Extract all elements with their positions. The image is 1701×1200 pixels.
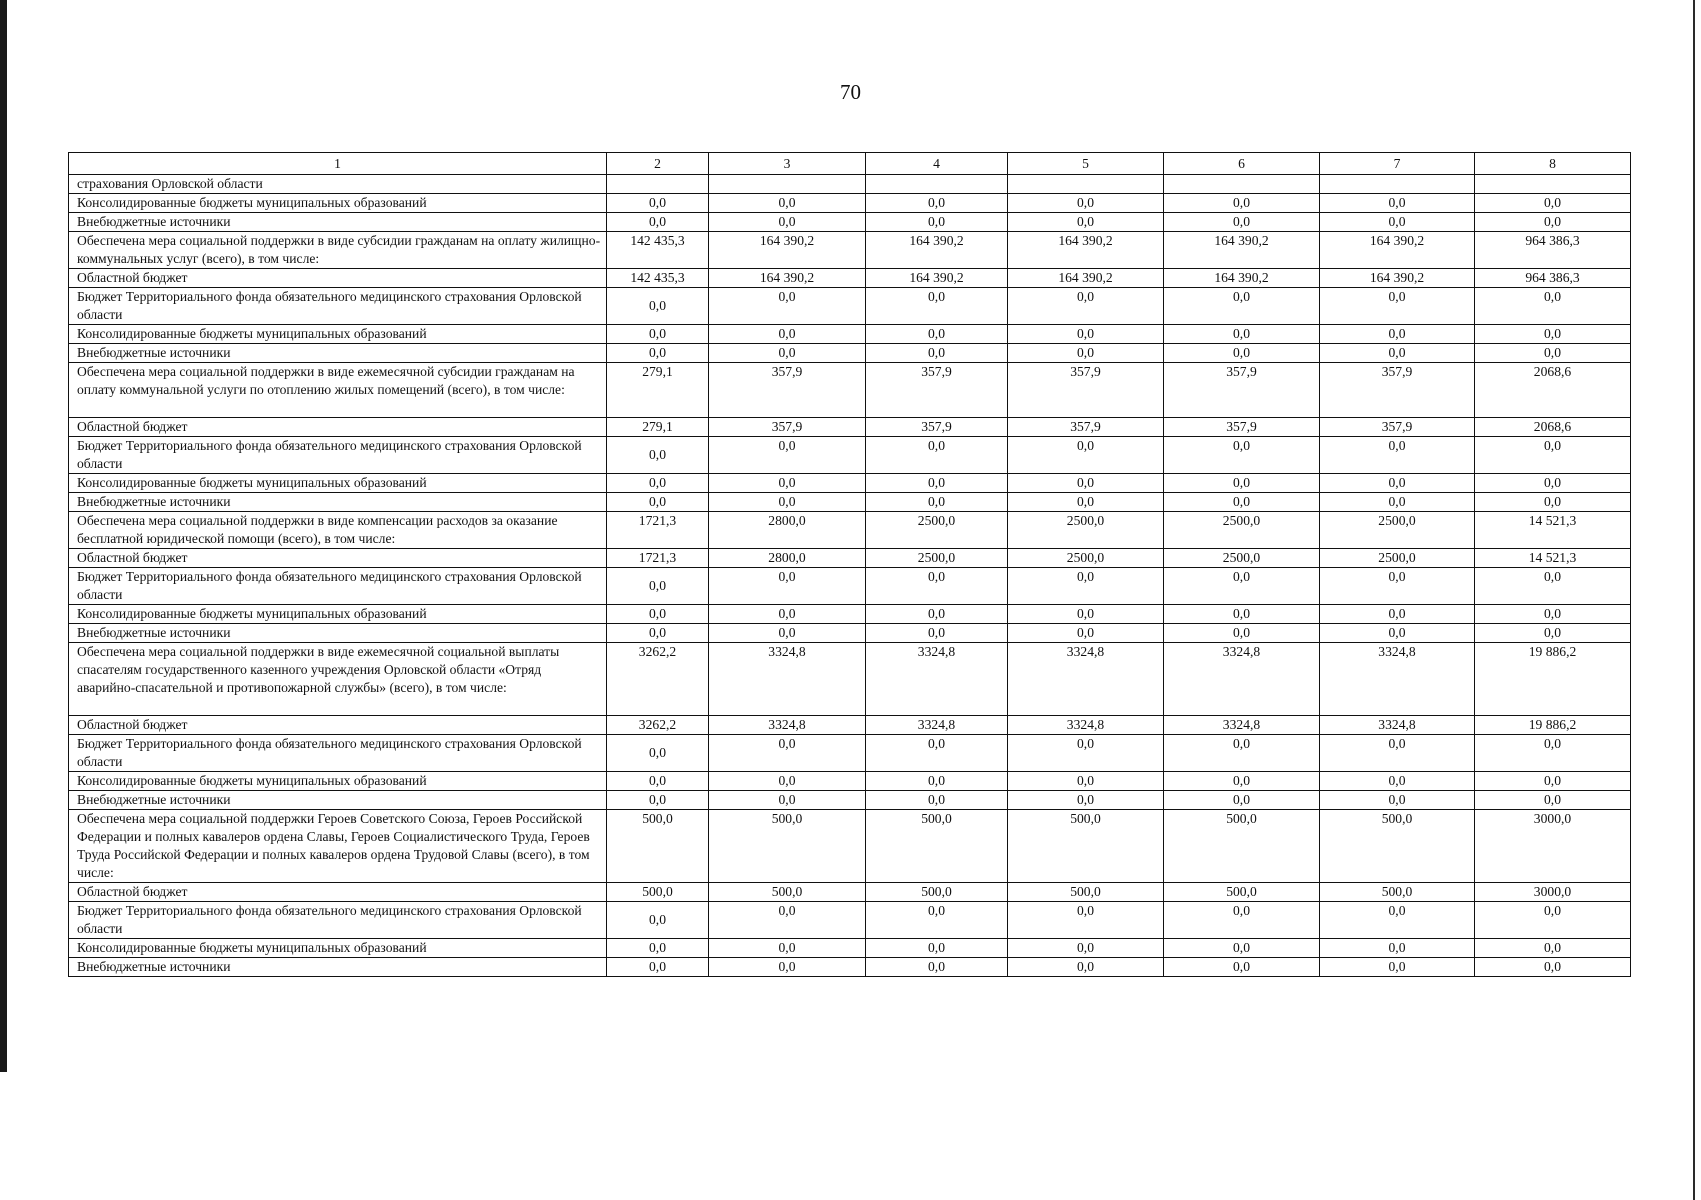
table-body <box>69 175 1631 977</box>
table-row <box>69 474 1631 493</box>
value-cell: 0,0 <box>607 958 709 977</box>
value-cell: 0,0 <box>1008 474 1164 493</box>
value-cell: 0,0 <box>1164 791 1320 810</box>
row-label: Консолидированные бюджеты муниципальных образований <box>69 772 607 791</box>
value-cell: 0,0 <box>1008 735 1164 772</box>
column-number: 4 <box>866 153 1008 175</box>
column-number: 3 <box>709 153 866 175</box>
table-row <box>69 512 1631 549</box>
value-cell: 0,0 <box>1320 213 1475 232</box>
value-cell: 0,0 <box>607 939 709 958</box>
value-cell: 0,0 <box>1475 735 1631 772</box>
value-cell: 0,0 <box>1164 772 1320 791</box>
table-row <box>69 418 1631 437</box>
table-row <box>69 493 1631 512</box>
value-cell: 164 390,2 <box>1008 232 1164 269</box>
value-cell: 500,0 <box>607 810 709 883</box>
table-row <box>69 605 1631 624</box>
value-cell: 0,0 <box>1320 568 1475 605</box>
value-cell: 500,0 <box>709 883 866 902</box>
value-cell: 0,0 <box>1320 325 1475 344</box>
row-label: Консолидированные бюджеты муниципальных образований <box>69 605 607 624</box>
row-label: Областной бюджет <box>69 716 607 735</box>
value-cell: 0,0 <box>709 437 866 474</box>
value-cell: 14 521,3 <box>1475 549 1631 568</box>
value-cell: 0,0 <box>866 474 1008 493</box>
table-row <box>69 269 1631 288</box>
value-cell: 357,9 <box>1164 418 1320 437</box>
table-row <box>69 194 1631 213</box>
value-cell: 0,0 <box>1475 213 1631 232</box>
table-row <box>69 549 1631 568</box>
value-cell: 964 386,3 <box>1475 269 1631 288</box>
value-cell: 0,0 <box>1475 325 1631 344</box>
value-cell: 2500,0 <box>866 512 1008 549</box>
value-cell: 0,0 <box>1475 772 1631 791</box>
value-cell: 0,0 <box>1008 568 1164 605</box>
value-cell: 3324,8 <box>709 643 866 716</box>
value-cell: 0,0 <box>1008 288 1164 325</box>
value-cell: 0,0 <box>1008 493 1164 512</box>
value-cell: 0,0 <box>1164 958 1320 977</box>
value-cell: 0,0 <box>607 605 709 624</box>
column-number-row <box>69 153 1631 175</box>
value-cell: 0,0 <box>866 939 1008 958</box>
value-cell: 500,0 <box>1164 883 1320 902</box>
value-cell: 500,0 <box>709 810 866 883</box>
value-cell: 2500,0 <box>1320 512 1475 549</box>
value-cell: 0,0 <box>1164 325 1320 344</box>
value-cell: 0,0 <box>1008 772 1164 791</box>
row-label: Внебюджетные источники <box>69 213 607 232</box>
table-row <box>69 213 1631 232</box>
row-label: Областной бюджет <box>69 418 607 437</box>
value-cell: 279,1 <box>607 418 709 437</box>
value-cell: 0,0 <box>607 735 709 772</box>
table-row <box>69 772 1631 791</box>
table-row <box>69 883 1631 902</box>
value-cell: 0,0 <box>866 624 1008 643</box>
column-number: 2 <box>607 153 709 175</box>
value-cell: 0,0 <box>607 325 709 344</box>
value-cell: 19 886,2 <box>1475 643 1631 716</box>
value-cell: 0,0 <box>607 213 709 232</box>
table-row <box>69 791 1631 810</box>
value-cell: 0,0 <box>866 325 1008 344</box>
row-label: Внебюджетные источники <box>69 958 607 977</box>
table-row <box>69 735 1631 772</box>
value-cell: 0,0 <box>1164 344 1320 363</box>
value-cell: 0,0 <box>1320 958 1475 977</box>
value-cell: 500,0 <box>1320 883 1475 902</box>
value-cell: 0,0 <box>1475 493 1631 512</box>
value-cell: 0,0 <box>1320 735 1475 772</box>
row-label: Бюджет Территориального фонда обязательного медицинского страхования Орловской области <box>69 735 607 772</box>
value-cell: 164 390,2 <box>866 269 1008 288</box>
value-cell: 0,0 <box>607 493 709 512</box>
value-cell: 0,0 <box>1475 437 1631 474</box>
value-cell: 0,0 <box>709 958 866 977</box>
budget-table <box>68 152 1631 977</box>
value-cell: 0,0 <box>1475 194 1631 213</box>
value-cell: 3000,0 <box>1475 883 1631 902</box>
row-label: Консолидированные бюджеты муниципальных образований <box>69 325 607 344</box>
value-cell: 0,0 <box>1008 958 1164 977</box>
value-cell: 357,9 <box>866 418 1008 437</box>
value-cell <box>1475 175 1631 194</box>
value-cell: 1721,3 <box>607 512 709 549</box>
value-cell: 0,0 <box>607 194 709 213</box>
value-cell: 2500,0 <box>866 549 1008 568</box>
value-cell: 357,9 <box>1164 363 1320 418</box>
value-cell: 279,1 <box>607 363 709 418</box>
value-cell: 0,0 <box>1164 624 1320 643</box>
value-cell: 0,0 <box>709 939 866 958</box>
value-cell <box>866 175 1008 194</box>
value-cell: 0,0 <box>1475 474 1631 493</box>
row-label: Бюджет Территориального фонда обязательного медицинского страхования Орловской области <box>69 902 607 939</box>
value-cell: 0,0 <box>1475 624 1631 643</box>
value-cell: 0,0 <box>709 213 866 232</box>
value-cell: 0,0 <box>607 437 709 474</box>
value-cell: 0,0 <box>709 493 866 512</box>
value-cell: 3324,8 <box>866 643 1008 716</box>
table-row <box>69 624 1631 643</box>
value-cell: 0,0 <box>1008 213 1164 232</box>
value-cell: 2500,0 <box>1008 549 1164 568</box>
value-cell: 164 390,2 <box>709 232 866 269</box>
value-cell: 0,0 <box>607 568 709 605</box>
value-cell: 0,0 <box>1320 194 1475 213</box>
value-cell: 0,0 <box>1008 344 1164 363</box>
value-cell: 2500,0 <box>1164 549 1320 568</box>
value-cell: 0,0 <box>1164 939 1320 958</box>
value-cell: 0,0 <box>709 605 866 624</box>
value-cell: 0,0 <box>866 958 1008 977</box>
row-label: Обеспечена мера социальной поддержки Героев Советского Союза, Героев Российской Федерации и полных кавалеров ордена Славы, Героев Социалистического Труда, Героев Труда Российской Федерации и полных кавалеров ордена Трудовой Славы (всего), в том числе: <box>69 810 607 883</box>
value-cell: 0,0 <box>607 474 709 493</box>
value-cell: 164 390,2 <box>866 232 1008 269</box>
value-cell: 2068,6 <box>1475 418 1631 437</box>
value-cell: 0,0 <box>1164 902 1320 939</box>
value-cell: 0,0 <box>866 288 1008 325</box>
value-cell: 357,9 <box>1008 418 1164 437</box>
value-cell: 0,0 <box>1320 344 1475 363</box>
value-cell: 2500,0 <box>1320 549 1475 568</box>
value-cell: 0,0 <box>1008 939 1164 958</box>
row-label: Консолидированные бюджеты муниципальных образований <box>69 939 607 958</box>
table-row <box>69 958 1631 977</box>
value-cell: 0,0 <box>1475 791 1631 810</box>
row-label: Обеспечена мера социальной поддержки в виде субсидии гражданам на оплату жилищно-коммунальных услуг (всего), в том числе: <box>69 232 607 269</box>
scan-right-edge <box>1693 0 1695 1200</box>
row-label: Обеспечена мера социальной поддержки в виде компенсации расходов за оказание бесплатной юридической помощи (всего), в том числе: <box>69 512 607 549</box>
value-cell <box>607 175 709 194</box>
value-cell: 0,0 <box>1008 437 1164 474</box>
value-cell <box>1320 175 1475 194</box>
value-cell: 0,0 <box>1164 437 1320 474</box>
value-cell: 2500,0 <box>1164 512 1320 549</box>
value-cell: 142 435,3 <box>607 232 709 269</box>
value-cell: 0,0 <box>1008 791 1164 810</box>
row-label: Внебюджетные источники <box>69 791 607 810</box>
value-cell: 0,0 <box>1475 344 1631 363</box>
value-cell: 164 390,2 <box>709 269 866 288</box>
table-row <box>69 437 1631 474</box>
row-label: Бюджет Территориального фонда обязательного медицинского страхования Орловской области <box>69 437 607 474</box>
value-cell: 0,0 <box>1475 288 1631 325</box>
table-row <box>69 325 1631 344</box>
table-row <box>69 643 1631 716</box>
row-label: Внебюджетные источники <box>69 624 607 643</box>
value-cell: 3324,8 <box>1320 716 1475 735</box>
value-cell: 500,0 <box>607 883 709 902</box>
value-cell: 0,0 <box>1320 437 1475 474</box>
value-cell: 0,0 <box>709 474 866 493</box>
column-number: 7 <box>1320 153 1475 175</box>
value-cell: 0,0 <box>866 437 1008 474</box>
value-cell: 2800,0 <box>709 549 866 568</box>
value-cell <box>1164 175 1320 194</box>
value-cell: 164 390,2 <box>1164 269 1320 288</box>
value-cell: 0,0 <box>709 568 866 605</box>
value-cell: 0,0 <box>1475 605 1631 624</box>
value-cell: 0,0 <box>1320 624 1475 643</box>
value-cell: 0,0 <box>709 902 866 939</box>
value-cell: 3324,8 <box>1008 643 1164 716</box>
value-cell: 0,0 <box>709 791 866 810</box>
value-cell: 500,0 <box>1164 810 1320 883</box>
value-cell: 3324,8 <box>1164 643 1320 716</box>
column-number: 5 <box>1008 153 1164 175</box>
value-cell: 0,0 <box>709 344 866 363</box>
value-cell: 0,0 <box>1008 624 1164 643</box>
table-row <box>69 568 1631 605</box>
value-cell: 3262,2 <box>607 643 709 716</box>
value-cell: 0,0 <box>1164 474 1320 493</box>
value-cell: 500,0 <box>1008 810 1164 883</box>
value-cell: 0,0 <box>1320 493 1475 512</box>
table-row <box>69 939 1631 958</box>
value-cell: 0,0 <box>866 213 1008 232</box>
value-cell: 500,0 <box>1008 883 1164 902</box>
value-cell: 357,9 <box>709 363 866 418</box>
value-cell: 0,0 <box>1008 605 1164 624</box>
value-cell: 0,0 <box>1164 288 1320 325</box>
value-cell <box>709 175 866 194</box>
value-cell: 3324,8 <box>1164 716 1320 735</box>
value-cell: 0,0 <box>607 902 709 939</box>
value-cell: 0,0 <box>1164 568 1320 605</box>
value-cell: 0,0 <box>709 772 866 791</box>
table-row <box>69 363 1631 418</box>
value-cell: 0,0 <box>1320 605 1475 624</box>
value-cell: 0,0 <box>866 902 1008 939</box>
value-cell: 0,0 <box>1475 958 1631 977</box>
table-row <box>69 716 1631 735</box>
value-cell: 0,0 <box>1475 902 1631 939</box>
table-row <box>69 902 1631 939</box>
row-label: Внебюджетные источники <box>69 344 607 363</box>
value-cell: 964 386,3 <box>1475 232 1631 269</box>
value-cell: 0,0 <box>866 194 1008 213</box>
value-cell: 0,0 <box>866 344 1008 363</box>
row-label: Областной бюджет <box>69 269 607 288</box>
value-cell: 0,0 <box>1008 325 1164 344</box>
page-number: 70 <box>840 80 861 104</box>
row-label: Обеспечена мера социальной поддержки в виде ежемесячной социальной выплаты спасателям государственного казенного учреждения Орловской области «Отряд аварийно-спасательной и противопожарной службы» (всего), в том числе: <box>69 643 607 716</box>
value-cell: 0,0 <box>709 735 866 772</box>
value-cell: 3324,8 <box>1320 643 1475 716</box>
value-cell: 3324,8 <box>709 716 866 735</box>
column-number: 1 <box>69 153 607 175</box>
value-cell: 164 390,2 <box>1008 269 1164 288</box>
value-cell: 0,0 <box>866 493 1008 512</box>
value-cell: 0,0 <box>866 605 1008 624</box>
value-cell: 3000,0 <box>1475 810 1631 883</box>
row-label: Обеспечена мера социальной поддержки в виде ежемесячной субсидии гражданам на оплату коммунальной услуги по отоплению жилых помещений (всего), в том числе: <box>69 363 607 418</box>
table-row <box>69 232 1631 269</box>
row-label: Внебюджетные источники <box>69 493 607 512</box>
value-cell: 0,0 <box>1164 194 1320 213</box>
value-cell: 0,0 <box>1164 213 1320 232</box>
value-cell: 357,9 <box>709 418 866 437</box>
table-row <box>69 288 1631 325</box>
value-cell: 2500,0 <box>1008 512 1164 549</box>
value-cell: 500,0 <box>866 883 1008 902</box>
table-row <box>69 175 1631 194</box>
row-label: Консолидированные бюджеты муниципальных образований <box>69 474 607 493</box>
value-cell: 0,0 <box>607 791 709 810</box>
column-number: 6 <box>1164 153 1320 175</box>
table-row <box>69 810 1631 883</box>
row-label: страхования Орловской области <box>69 175 607 194</box>
value-cell: 357,9 <box>866 363 1008 418</box>
column-number: 8 <box>1475 153 1631 175</box>
value-cell: 0,0 <box>1475 939 1631 958</box>
value-cell: 1721,3 <box>607 549 709 568</box>
value-cell: 0,0 <box>1164 493 1320 512</box>
value-cell: 0,0 <box>1320 288 1475 325</box>
value-cell: 3324,8 <box>866 716 1008 735</box>
value-cell: 0,0 <box>1320 474 1475 493</box>
value-cell: 0,0 <box>866 568 1008 605</box>
value-cell: 3262,2 <box>607 716 709 735</box>
value-cell: 357,9 <box>1320 363 1475 418</box>
table-row <box>69 344 1631 363</box>
value-cell: 2068,6 <box>1475 363 1631 418</box>
value-cell: 0,0 <box>866 791 1008 810</box>
value-cell: 500,0 <box>1320 810 1475 883</box>
row-label: Бюджет Территориального фонда обязательного медицинского страхования Орловской области <box>69 288 607 325</box>
value-cell: 19 886,2 <box>1475 716 1631 735</box>
value-cell: 0,0 <box>1008 902 1164 939</box>
value-cell: 2800,0 <box>709 512 866 549</box>
value-cell: 0,0 <box>1008 194 1164 213</box>
value-cell: 0,0 <box>1164 605 1320 624</box>
value-cell: 0,0 <box>709 288 866 325</box>
value-cell: 357,9 <box>1320 418 1475 437</box>
row-label: Консолидированные бюджеты муниципальных образований <box>69 194 607 213</box>
value-cell <box>1008 175 1164 194</box>
row-label: Бюджет Территориального фонда обязательного медицинского страхования Орловской области <box>69 568 607 605</box>
row-label: Областной бюджет <box>69 549 607 568</box>
value-cell: 500,0 <box>866 810 1008 883</box>
value-cell: 0,0 <box>866 772 1008 791</box>
value-cell: 0,0 <box>1320 939 1475 958</box>
value-cell: 357,9 <box>1008 363 1164 418</box>
row-label: Областной бюджет <box>69 883 607 902</box>
value-cell: 164 390,2 <box>1164 232 1320 269</box>
value-cell: 0,0 <box>1475 568 1631 605</box>
value-cell: 0,0 <box>607 344 709 363</box>
value-cell: 0,0 <box>1320 772 1475 791</box>
value-cell: 0,0 <box>709 624 866 643</box>
value-cell: 0,0 <box>607 288 709 325</box>
scan-left-edge <box>0 0 7 1072</box>
value-cell: 0,0 <box>607 624 709 643</box>
value-cell: 0,0 <box>709 194 866 213</box>
value-cell: 0,0 <box>1320 902 1475 939</box>
value-cell: 0,0 <box>709 325 866 344</box>
value-cell: 164 390,2 <box>1320 269 1475 288</box>
value-cell: 0,0 <box>1164 735 1320 772</box>
value-cell: 0,0 <box>1320 791 1475 810</box>
value-cell: 0,0 <box>607 772 709 791</box>
value-cell: 142 435,3 <box>607 269 709 288</box>
value-cell: 164 390,2 <box>1320 232 1475 269</box>
value-cell: 14 521,3 <box>1475 512 1631 549</box>
value-cell: 3324,8 <box>1008 716 1164 735</box>
value-cell: 0,0 <box>866 735 1008 772</box>
